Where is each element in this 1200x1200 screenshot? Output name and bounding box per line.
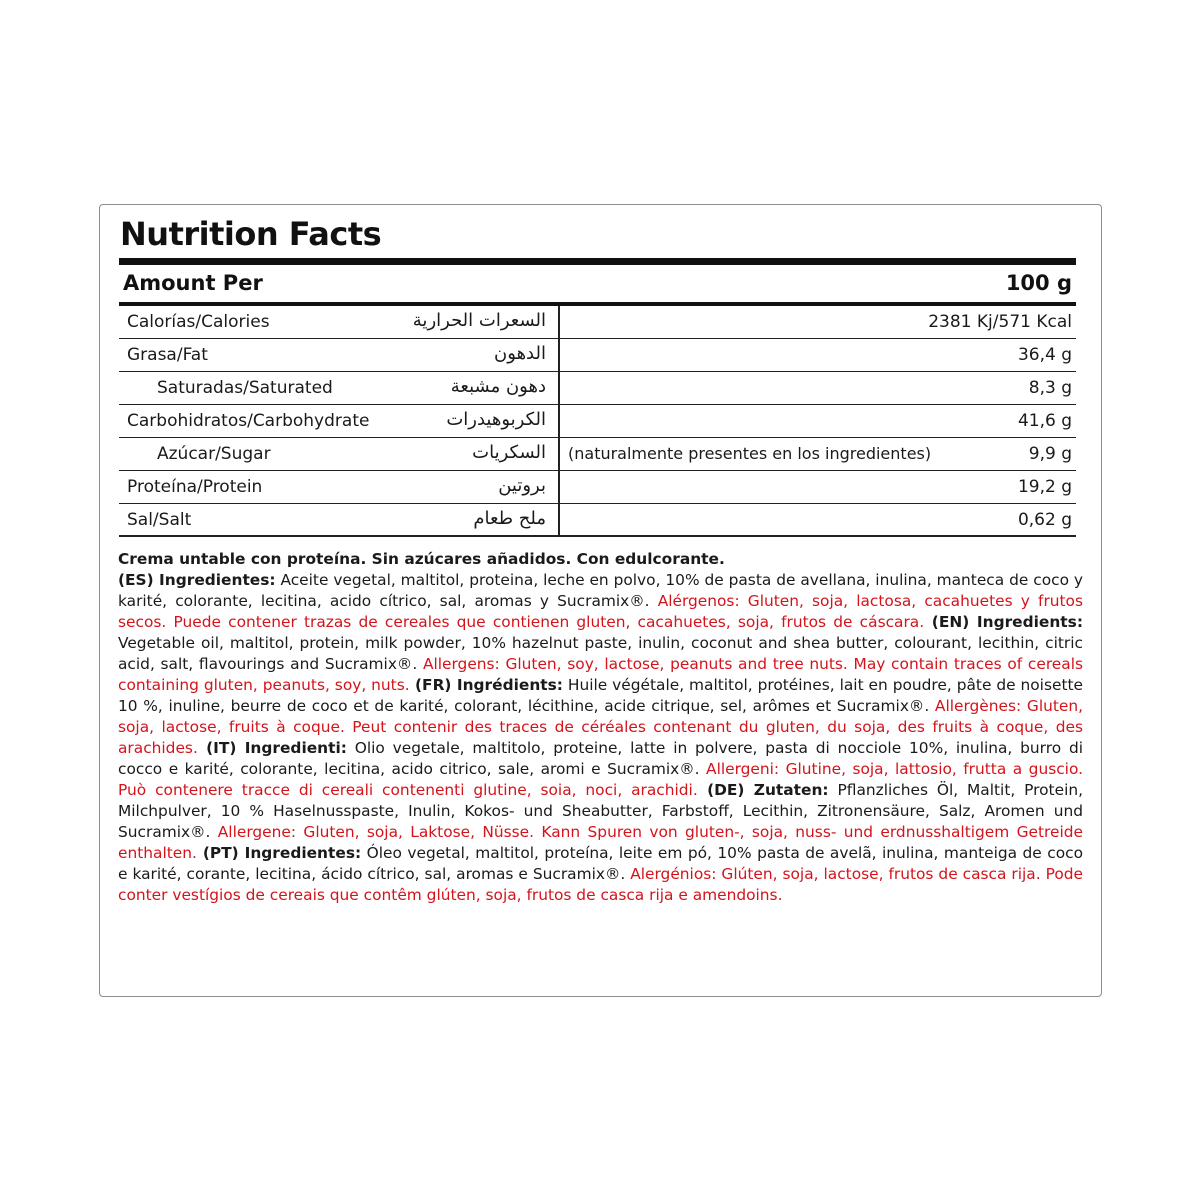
nutrient-row [119,504,1076,537]
nutrient-value: 0,62 g [1017,510,1072,530]
nutrient-value: 36,4 g [1017,345,1072,365]
de-ingredients: Pflanzliches Öl, Maltit, Protein, Milchpulver, 10 % Haselnusspaste, Inulin, Kokos- und Sheabutter, Farbstoff, Lecithin, Zitronensäure, Salz, Aromen und Sucramix®. [118,781,1083,841]
nutrient-arabic-name: ملح طعام [473,508,546,529]
nutrient-row [119,306,1076,339]
nutrition-table [119,306,1076,537]
nutrient-row [119,339,1076,372]
nutrient-arabic-name: بروتين [498,475,546,496]
nutrition-label-panel [99,204,1102,997]
nutrient-name: Sal/Salt [127,510,192,530]
column-divider [558,438,560,470]
column-divider [558,306,560,338]
en-label: (EN) Ingredients: [924,613,1083,631]
de-label: (DE) Zutaten: [697,781,829,799]
amount-per-row [119,265,1076,305]
nutrient-name: Grasa/Fat [127,345,208,365]
nutrient-row [119,438,1076,471]
product-headline: Crema untable con proteína. Sin azúcares añadidos. Con edulcorante. [118,550,725,568]
nutrient-arabic-name: الدهون [494,343,546,364]
nutrient-arabic-name: الكربوهيدرات [446,409,546,430]
nutrient-value: 2381 Kj/571 Kcal [928,312,1072,332]
es-allergens: Alérgenos: Gluten, soja, lactosa, cacahuetes y frutos secos. Puede contener trazas de cereales que contienen gluten, cacahuetes, soja, frutos de cáscara. [118,592,1083,631]
fr-ingredients: Huile végétale, maltitol, protéines, lait en poudre, pâte de noisette 10 %, inuline, beurre de coco et de karité, colorant, lécithine, acide citrique, sel, arômes et Sucramix®. [118,676,1083,715]
nutrient-name: Azúcar/Sugar [157,444,271,464]
pt-ingredients: Óleo vegetal, maltitol, proteína, leite em pó, 10% pasta de avelã, inulina, manteiga de coco e karité, corante, lecitina, ácido cítrico, sal, aromas e Sucramix®. [118,844,1084,883]
nutrient-value: 8,3 g [1028,378,1072,398]
pt-label: (PT) Ingredientes: [196,844,362,862]
nutrient-value: 41,6 g [1017,411,1072,431]
column-divider [558,504,560,535]
nutrient-row [119,471,1076,504]
column-divider [558,339,560,371]
nutrient-row [119,372,1076,405]
en-allergens: Allergens: Gluten, soy, lactose, peanuts and tree nuts. May contain traces of cereals containing gluten, peanuts, soy, nuts. [118,655,1084,694]
nutrient-arabic-name: دهون مشبعة [450,376,546,397]
it-label: (IT) Ingredienti: [197,739,347,757]
es-label: (ES) Ingredientes: [118,571,276,589]
ingredients-text [118,549,1083,906]
amount-per-value: 100 g [1005,271,1072,295]
column-divider [558,471,560,503]
nutrient-arabic-name: السعرات الحرارية [412,310,546,331]
fr-label: (FR) Ingrédients: [409,676,563,694]
en-ingredients: Vegetable oil, maltitol, protein, milk powder, 10% hazelnut paste, inulin, coconut and shea butter, colourant, lecithin, citric acid, salt, flavourings and Sucramix®. [118,634,1083,673]
column-divider [558,372,560,404]
it-allergens: Allergeni: Glutine, soja, lattosio, frutta a guscio. Può contenere tracce di cereali contenenti glutine, soia, noci, arachidi. [118,760,1083,799]
column-divider [558,405,560,437]
es-ingredients: Aceite vegetal, maltitol, proteina, leche en polvo, 10% de pasta de avellana, inulina, manteca de coco y karité, colorante, lecitina, acido cítrico, sal, aromas y Sucramix®. [118,571,1083,610]
it-ingredients: Olio vegetale, maltitolo, proteine, latte in polvere, pasta di nocciole 10%, inulina, burro di cocco e karité, colorante, lecitina, acido citrico, sale, aromi e Sucramix®. [118,739,1083,778]
nutrient-name: Calorías/Calories [127,312,270,332]
amount-per-label: Amount Per [123,271,263,295]
nutrient-name: Saturadas/Saturated [157,378,333,398]
nutrient-name: Carbohidratos/Carbohydrate [127,411,370,431]
nutrient-arabic-name: السكريات [472,442,546,463]
fr-allergens: Allergènes: Gluten, soja, lactose, fruits à coque. Peut contenir des traces de céréales contenant du gluten, du soja, des fruits à coque, des arachides. [118,697,1083,757]
nutrient-name: Proteína/Protein [127,477,263,497]
nutrient-note: (naturalmente presentes en los ingredientes) [568,444,932,463]
pt-allergens: Alergénios: Glúten, soja, lactose, frutos de casca rija. Pode conter vestígios de cereais que contêm glúten, soja, frutos de casca rija e amendoins. [118,865,1083,904]
nutrient-value: 9,9 g [1028,444,1072,464]
nutrition-title: Nutrition Facts [120,215,382,253]
thick-rule [119,258,1076,265]
nutrient-row [119,405,1076,438]
de-allergens: Allergene: Gluten, soja, Laktose, Nüsse. Kann Spuren von gluten-, soja, nuss- und erdnusshaltigem Getreide enthalten. [118,823,1084,862]
nutrient-value: 19,2 g [1017,477,1072,497]
